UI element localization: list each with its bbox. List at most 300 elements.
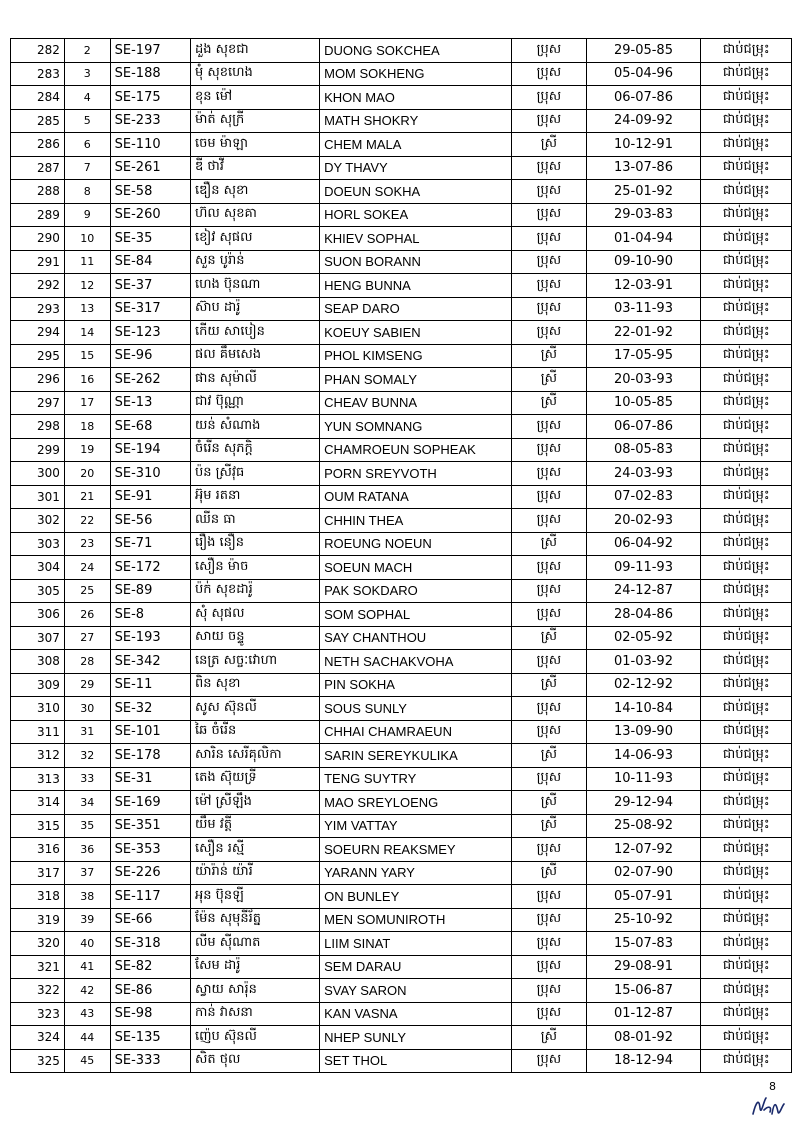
row-number-cell: 296 bbox=[11, 368, 65, 392]
candidate-code-cell: SE-86 bbox=[110, 979, 190, 1003]
initials-mark bbox=[750, 1092, 786, 1120]
sequence-number-cell: 33 bbox=[64, 767, 110, 791]
sequence-number-cell: 38 bbox=[64, 885, 110, 909]
latin-name-cell: NHEP SUNLY bbox=[320, 1026, 512, 1050]
result-status-cell: ជាប់ជម្រុះ bbox=[701, 885, 792, 909]
khmer-name-cell: ញ៉េប ស៊ុនលី bbox=[190, 1026, 319, 1050]
row-number-cell: 295 bbox=[11, 344, 65, 368]
sex-cell: ប្រុស bbox=[512, 485, 586, 509]
date-of-birth-cell: 29-05-85 bbox=[586, 39, 701, 63]
sex-cell: ស្រី bbox=[512, 1026, 586, 1050]
latin-name-cell: PIN SOKHA bbox=[320, 673, 512, 697]
latin-name-cell: YIM VATTAY bbox=[320, 814, 512, 838]
table-row bbox=[11, 626, 792, 650]
result-status-cell: ជាប់ជម្រុះ bbox=[701, 744, 792, 768]
khmer-name-cell: សែម ដារ៉ូ bbox=[190, 955, 319, 979]
sex-cell: ស្រី bbox=[512, 791, 586, 815]
sequence-number-cell: 20 bbox=[64, 462, 110, 486]
result-status-cell: ជាប់ជម្រុះ bbox=[701, 673, 792, 697]
row-number-cell: 315 bbox=[11, 814, 65, 838]
candidate-code-cell: SE-13 bbox=[110, 391, 190, 415]
row-number-cell: 307 bbox=[11, 626, 65, 650]
result-status-cell: ជាប់ជម្រុះ bbox=[701, 767, 792, 791]
sequence-number-cell: 26 bbox=[64, 603, 110, 627]
table-row bbox=[11, 1049, 792, 1073]
sex-cell: ស្រី bbox=[512, 744, 586, 768]
sequence-number-cell: 29 bbox=[64, 673, 110, 697]
date-of-birth-cell: 02-12-92 bbox=[586, 673, 701, 697]
table-row bbox=[11, 744, 792, 768]
result-status-cell: ជាប់ជម្រុះ bbox=[701, 626, 792, 650]
table-row bbox=[11, 227, 792, 251]
latin-name-cell: SET THOL bbox=[320, 1049, 512, 1073]
table-row bbox=[11, 767, 792, 791]
date-of-birth-cell: 13-07-86 bbox=[586, 156, 701, 180]
latin-name-cell: ON BUNLEY bbox=[320, 885, 512, 909]
latin-name-cell: KAN VASNA bbox=[320, 1002, 512, 1026]
khmer-name-cell: ខុន ម៉ៅ bbox=[190, 86, 319, 110]
sequence-number-cell: 39 bbox=[64, 908, 110, 932]
candidate-code-cell: SE-110 bbox=[110, 133, 190, 157]
date-of-birth-cell: 25-01-92 bbox=[586, 180, 701, 204]
result-status-cell: ជាប់ជម្រុះ bbox=[701, 344, 792, 368]
khmer-name-cell: ឌី ថាវី bbox=[190, 156, 319, 180]
candidate-code-cell: SE-351 bbox=[110, 814, 190, 838]
khmer-name-cell: ឆៃ ចំរើន bbox=[190, 720, 319, 744]
latin-name-cell: SVAY SARON bbox=[320, 979, 512, 1003]
khmer-name-cell: សុំ សុផល bbox=[190, 603, 319, 627]
sex-cell: ប្រុស bbox=[512, 109, 586, 133]
latin-name-cell: CHEAV BUNNA bbox=[320, 391, 512, 415]
table-row bbox=[11, 368, 792, 392]
sex-cell: ប្រុស bbox=[512, 1002, 586, 1026]
khmer-name-cell: សឿន ម៉ាច bbox=[190, 556, 319, 580]
date-of-birth-cell: 10-12-91 bbox=[586, 133, 701, 157]
sex-cell: ប្រុស bbox=[512, 885, 586, 909]
khmer-name-cell: ដួង សុខជា bbox=[190, 39, 319, 63]
table-row bbox=[11, 697, 792, 721]
row-number-cell: 298 bbox=[11, 415, 65, 439]
table-row bbox=[11, 156, 792, 180]
table-row bbox=[11, 321, 792, 345]
sequence-number-cell: 45 bbox=[64, 1049, 110, 1073]
result-status-cell: ជាប់ជម្រុះ bbox=[701, 415, 792, 439]
candidate-code-cell: SE-226 bbox=[110, 861, 190, 885]
row-number-cell: 289 bbox=[11, 203, 65, 227]
latin-name-cell: DUONG SOKCHEA bbox=[320, 39, 512, 63]
khmer-name-cell: ហ៊ល សុខគា bbox=[190, 203, 319, 227]
row-number-cell: 308 bbox=[11, 650, 65, 674]
row-number-cell: 300 bbox=[11, 462, 65, 486]
khmer-name-cell: លីម ស៊ីណាត bbox=[190, 932, 319, 956]
row-number-cell: 290 bbox=[11, 227, 65, 251]
khmer-name-cell: ពិន សុខា bbox=[190, 673, 319, 697]
result-status-cell: ជាប់ជម្រុះ bbox=[701, 274, 792, 298]
result-status-cell: ជាប់ជម្រុះ bbox=[701, 509, 792, 533]
table-row bbox=[11, 344, 792, 368]
table-row bbox=[11, 532, 792, 556]
sex-cell: ប្រុស bbox=[512, 908, 586, 932]
row-number-cell: 323 bbox=[11, 1002, 65, 1026]
result-status-cell: ជាប់ជម្រុះ bbox=[701, 603, 792, 627]
sequence-number-cell: 7 bbox=[64, 156, 110, 180]
sex-cell: ប្រុស bbox=[512, 156, 586, 180]
latin-name-cell: KHON MAO bbox=[320, 86, 512, 110]
candidate-code-cell: SE-71 bbox=[110, 532, 190, 556]
candidate-code-cell: SE-310 bbox=[110, 462, 190, 486]
sex-cell: ប្រុស bbox=[512, 697, 586, 721]
table-row bbox=[11, 861, 792, 885]
result-status-cell: ជាប់ជម្រុះ bbox=[701, 485, 792, 509]
result-status-cell: ជាប់ជម្រុះ bbox=[701, 720, 792, 744]
candidate-code-cell: SE-68 bbox=[110, 415, 190, 439]
date-of-birth-cell: 12-07-92 bbox=[586, 838, 701, 862]
khmer-name-cell: សឿន រស្មី bbox=[190, 838, 319, 862]
date-of-birth-cell: 20-02-93 bbox=[586, 509, 701, 533]
date-of-birth-cell: 01-03-92 bbox=[586, 650, 701, 674]
row-number-cell: 309 bbox=[11, 673, 65, 697]
row-number-cell: 321 bbox=[11, 955, 65, 979]
sex-cell: ប្រុស bbox=[512, 603, 586, 627]
sex-cell: ប្រុស bbox=[512, 579, 586, 603]
latin-name-cell: SOUS SUNLY bbox=[320, 697, 512, 721]
table-row bbox=[11, 885, 792, 909]
result-status-cell: ជាប់ជម្រុះ bbox=[701, 814, 792, 838]
latin-name-cell: MAO SREYLOENG bbox=[320, 791, 512, 815]
sex-cell: ប្រុស bbox=[512, 415, 586, 439]
sex-cell: ស្រី bbox=[512, 626, 586, 650]
sex-cell: ប្រុស bbox=[512, 274, 586, 298]
candidate-code-cell: SE-194 bbox=[110, 438, 190, 462]
table-row bbox=[11, 579, 792, 603]
khmer-name-cell: សារិន សេរីគុលិកា bbox=[190, 744, 319, 768]
result-status-cell: ជាប់ជម្រុះ bbox=[701, 697, 792, 721]
sequence-number-cell: 5 bbox=[64, 109, 110, 133]
khmer-name-cell: ឈីន ធា bbox=[190, 509, 319, 533]
khmer-name-cell: កើយ សាបៀន bbox=[190, 321, 319, 345]
latin-name-cell: SOEURN REAKSMEY bbox=[320, 838, 512, 862]
sex-cell: ស្រី bbox=[512, 814, 586, 838]
sex-cell: ប្រុស bbox=[512, 509, 586, 533]
date-of-birth-cell: 20-03-93 bbox=[586, 368, 701, 392]
row-number-cell: 305 bbox=[11, 579, 65, 603]
result-status-cell: ជាប់ជម្រុះ bbox=[701, 955, 792, 979]
candidate-code-cell: SE-123 bbox=[110, 321, 190, 345]
khmer-name-cell: ឌឿន សុខា bbox=[190, 180, 319, 204]
sequence-number-cell: 35 bbox=[64, 814, 110, 838]
khmer-name-cell: យឹម វត្តី bbox=[190, 814, 319, 838]
result-status-cell: ជាប់ជម្រុះ bbox=[701, 227, 792, 251]
latin-name-cell: MEN SOMUNIROTH bbox=[320, 908, 512, 932]
table-row bbox=[11, 86, 792, 110]
table-row bbox=[11, 603, 792, 627]
sex-cell: ប្រុស bbox=[512, 767, 586, 791]
table-row bbox=[11, 650, 792, 674]
result-status-cell: ជាប់ជម្រុះ bbox=[701, 391, 792, 415]
row-number-cell: 288 bbox=[11, 180, 65, 204]
khmer-name-cell: ចេម ម៉ាឡា bbox=[190, 133, 319, 157]
date-of-birth-cell: 24-09-92 bbox=[586, 109, 701, 133]
row-number-cell: 317 bbox=[11, 861, 65, 885]
row-number-cell: 297 bbox=[11, 391, 65, 415]
row-number-cell: 283 bbox=[11, 62, 65, 86]
candidate-code-cell: SE-135 bbox=[110, 1026, 190, 1050]
date-of-birth-cell: 02-07-90 bbox=[586, 861, 701, 885]
result-status-cell: ជាប់ជម្រុះ bbox=[701, 556, 792, 580]
date-of-birth-cell: 25-10-92 bbox=[586, 908, 701, 932]
sex-cell: ស្រី bbox=[512, 861, 586, 885]
candidate-code-cell: SE-96 bbox=[110, 344, 190, 368]
result-status-cell: ជាប់ជម្រុះ bbox=[701, 86, 792, 110]
sex-cell: ប្រុស bbox=[512, 556, 586, 580]
sex-cell: ស្រី bbox=[512, 368, 586, 392]
khmer-name-cell: មុំ សុខហេង bbox=[190, 62, 319, 86]
row-number-cell: 302 bbox=[11, 509, 65, 533]
row-number-cell: 294 bbox=[11, 321, 65, 345]
row-number-cell: 287 bbox=[11, 156, 65, 180]
date-of-birth-cell: 17-05-95 bbox=[586, 344, 701, 368]
date-of-birth-cell: 05-07-91 bbox=[586, 885, 701, 909]
table-row bbox=[11, 908, 792, 932]
row-number-cell: 299 bbox=[11, 438, 65, 462]
khmer-name-cell: សាយ ចន្ទូ bbox=[190, 626, 319, 650]
khmer-name-cell: អ៊ុម រតនា bbox=[190, 485, 319, 509]
sequence-number-cell: 43 bbox=[64, 1002, 110, 1026]
khmer-name-cell: យន់ សំណាង bbox=[190, 415, 319, 439]
sex-cell: ប្រុស bbox=[512, 86, 586, 110]
sex-cell: ប្រុស bbox=[512, 321, 586, 345]
table-row bbox=[11, 62, 792, 86]
date-of-birth-cell: 29-03-83 bbox=[586, 203, 701, 227]
candidate-code-cell: SE-84 bbox=[110, 250, 190, 274]
date-of-birth-cell: 12-03-91 bbox=[586, 274, 701, 298]
latin-name-cell: SOEUN MACH bbox=[320, 556, 512, 580]
candidate-code-cell: SE-35 bbox=[110, 227, 190, 251]
row-number-cell: 322 bbox=[11, 979, 65, 1003]
date-of-birth-cell: 28-04-86 bbox=[586, 603, 701, 627]
row-number-cell: 314 bbox=[11, 791, 65, 815]
khmer-name-cell: រឿង នឿន bbox=[190, 532, 319, 556]
latin-name-cell: CHAMROEUN SOPHEAK bbox=[320, 438, 512, 462]
result-status-cell: ជាប់ជម្រុះ bbox=[701, 438, 792, 462]
khmer-name-cell: ម៉ាត់ សុក្រី bbox=[190, 109, 319, 133]
result-status-cell: ជាប់ជម្រុះ bbox=[701, 791, 792, 815]
result-status-cell: ជាប់ជម្រុះ bbox=[701, 156, 792, 180]
table-row bbox=[11, 274, 792, 298]
latin-name-cell: CHEM MALA bbox=[320, 133, 512, 157]
khmer-name-cell: ប៉ក់ សុខដារ៉ូ bbox=[190, 579, 319, 603]
table-row bbox=[11, 556, 792, 580]
row-number-cell: 301 bbox=[11, 485, 65, 509]
table-row bbox=[11, 1002, 792, 1026]
row-number-cell: 311 bbox=[11, 720, 65, 744]
khmer-name-cell: ម៉ៅ ស្រីឡឹង bbox=[190, 791, 319, 815]
khmer-name-cell: អុន ប៊ុនឡី bbox=[190, 885, 319, 909]
latin-name-cell: TENG SUYTRY bbox=[320, 767, 512, 791]
row-number-cell: 284 bbox=[11, 86, 65, 110]
candidate-code-cell: SE-117 bbox=[110, 885, 190, 909]
row-number-cell: 304 bbox=[11, 556, 65, 580]
row-number-cell: 324 bbox=[11, 1026, 65, 1050]
latin-name-cell: HORL SOKEA bbox=[320, 203, 512, 227]
candidate-code-cell: SE-56 bbox=[110, 509, 190, 533]
result-status-cell: ជាប់ជម្រុះ bbox=[701, 1026, 792, 1050]
candidate-code-cell: SE-342 bbox=[110, 650, 190, 674]
khmer-name-cell: ហេង ប៊ុនណា bbox=[190, 274, 319, 298]
row-number-cell: 310 bbox=[11, 697, 65, 721]
results-table bbox=[10, 38, 792, 1073]
date-of-birth-cell: 05-04-96 bbox=[586, 62, 701, 86]
sex-cell: ប្រុស bbox=[512, 250, 586, 274]
date-of-birth-cell: 01-04-94 bbox=[586, 227, 701, 251]
date-of-birth-cell: 01-12-87 bbox=[586, 1002, 701, 1026]
table-row bbox=[11, 814, 792, 838]
latin-name-cell: DY THAVY bbox=[320, 156, 512, 180]
sex-cell: ប្រុស bbox=[512, 932, 586, 956]
row-number-cell: 319 bbox=[11, 908, 65, 932]
result-status-cell: ជាប់ជម្រុះ bbox=[701, 532, 792, 556]
result-status-cell: ជាប់ជម្រុះ bbox=[701, 368, 792, 392]
latin-name-cell: MOM SOKHENG bbox=[320, 62, 512, 86]
sequence-number-cell: 16 bbox=[64, 368, 110, 392]
candidate-code-cell: SE-197 bbox=[110, 39, 190, 63]
sequence-number-cell: 13 bbox=[64, 297, 110, 321]
sequence-number-cell: 11 bbox=[64, 250, 110, 274]
latin-name-cell: SEAP DARO bbox=[320, 297, 512, 321]
result-status-cell: ជាប់ជម្រុះ bbox=[701, 250, 792, 274]
sequence-number-cell: 22 bbox=[64, 509, 110, 533]
table-row bbox=[11, 673, 792, 697]
candidate-code-cell: SE-353 bbox=[110, 838, 190, 862]
date-of-birth-cell: 24-03-93 bbox=[586, 462, 701, 486]
sequence-number-cell: 3 bbox=[64, 62, 110, 86]
table-row bbox=[11, 462, 792, 486]
candidate-code-cell: SE-169 bbox=[110, 791, 190, 815]
date-of-birth-cell: 02-05-92 bbox=[586, 626, 701, 650]
sequence-number-cell: 14 bbox=[64, 321, 110, 345]
result-status-cell: ជាប់ជម្រុះ bbox=[701, 62, 792, 86]
sequence-number-cell: 10 bbox=[64, 227, 110, 251]
table-row bbox=[11, 1026, 792, 1050]
row-number-cell: 325 bbox=[11, 1049, 65, 1073]
date-of-birth-cell: 10-11-93 bbox=[586, 767, 701, 791]
result-status-cell: ជាប់ជម្រុះ bbox=[701, 1049, 792, 1073]
sex-cell: ប្រុស bbox=[512, 39, 586, 63]
latin-name-cell: CHHAI CHAMRAEUN bbox=[320, 720, 512, 744]
table-row bbox=[11, 391, 792, 415]
row-number-cell: 320 bbox=[11, 932, 65, 956]
date-of-birth-cell: 06-07-86 bbox=[586, 415, 701, 439]
latin-name-cell: LIIM SINAT bbox=[320, 932, 512, 956]
date-of-birth-cell: 08-01-92 bbox=[586, 1026, 701, 1050]
sequence-number-cell: 8 bbox=[64, 180, 110, 204]
sex-cell: ប្រុស bbox=[512, 1049, 586, 1073]
khmer-name-cell: ផល គឹមសេង bbox=[190, 344, 319, 368]
latin-name-cell: PAK SOKDARO bbox=[320, 579, 512, 603]
date-of-birth-cell: 06-07-86 bbox=[586, 86, 701, 110]
latin-name-cell: HENG BUNNA bbox=[320, 274, 512, 298]
latin-name-cell: SEM DARAU bbox=[320, 955, 512, 979]
result-status-cell: ជាប់ជម្រុះ bbox=[701, 109, 792, 133]
sequence-number-cell: 6 bbox=[64, 133, 110, 157]
sex-cell: ប្រុស bbox=[512, 838, 586, 862]
date-of-birth-cell: 29-12-94 bbox=[586, 791, 701, 815]
latin-name-cell: SAY CHANTHOU bbox=[320, 626, 512, 650]
result-status-cell: ជាប់ជម្រុះ bbox=[701, 203, 792, 227]
sequence-number-cell: 4 bbox=[64, 86, 110, 110]
candidate-code-cell: SE-260 bbox=[110, 203, 190, 227]
latin-name-cell: PHOL KIMSENG bbox=[320, 344, 512, 368]
sex-cell: ប្រុស bbox=[512, 62, 586, 86]
khmer-name-cell: សិត ថុល bbox=[190, 1049, 319, 1073]
result-status-cell: ជាប់ជម្រុះ bbox=[701, 297, 792, 321]
sex-cell: ប្រុស bbox=[512, 650, 586, 674]
sequence-number-cell: 30 bbox=[64, 697, 110, 721]
sex-cell: ស្រី bbox=[512, 133, 586, 157]
latin-name-cell: OUM RATANA bbox=[320, 485, 512, 509]
result-status-cell: ជាប់ជម្រុះ bbox=[701, 932, 792, 956]
latin-name-cell: YARANN YARY bbox=[320, 861, 512, 885]
latin-name-cell: SARIN SEREYKULIKA bbox=[320, 744, 512, 768]
sequence-number-cell: 9 bbox=[64, 203, 110, 227]
date-of-birth-cell: 15-06-87 bbox=[586, 979, 701, 1003]
sequence-number-cell: 19 bbox=[64, 438, 110, 462]
row-number-cell: 293 bbox=[11, 297, 65, 321]
khmer-name-cell: ប៉ន ស្រីវុធ bbox=[190, 462, 319, 486]
date-of-birth-cell: 14-10-84 bbox=[586, 697, 701, 721]
sex-cell: ប្រុស bbox=[512, 227, 586, 251]
result-status-cell: ជាប់ជម្រុះ bbox=[701, 133, 792, 157]
result-status-cell: ជាប់ជម្រុះ bbox=[701, 838, 792, 862]
sex-cell: ប្រុស bbox=[512, 180, 586, 204]
sequence-number-cell: 41 bbox=[64, 955, 110, 979]
khmer-name-cell: ជាវ ប៊ុណ្ណា bbox=[190, 391, 319, 415]
table-row bbox=[11, 180, 792, 204]
candidate-code-cell: SE-11 bbox=[110, 673, 190, 697]
result-status-cell: ជាប់ជម្រុះ bbox=[701, 462, 792, 486]
latin-name-cell: CHHIN THEA bbox=[320, 509, 512, 533]
table-row bbox=[11, 720, 792, 744]
table-row bbox=[11, 485, 792, 509]
table-row bbox=[11, 438, 792, 462]
candidate-code-cell: SE-89 bbox=[110, 579, 190, 603]
sex-cell: ស្រី bbox=[512, 344, 586, 368]
sequence-number-cell: 18 bbox=[64, 415, 110, 439]
candidate-code-cell: SE-82 bbox=[110, 955, 190, 979]
table-row bbox=[11, 39, 792, 63]
candidate-code-cell: SE-233 bbox=[110, 109, 190, 133]
row-number-cell: 313 bbox=[11, 767, 65, 791]
table-row bbox=[11, 109, 792, 133]
sequence-number-cell: 28 bbox=[64, 650, 110, 674]
candidate-code-cell: SE-58 bbox=[110, 180, 190, 204]
latin-name-cell: KHIEV SOPHAL bbox=[320, 227, 512, 251]
result-status-cell: ជាប់ជម្រុះ bbox=[701, 1002, 792, 1026]
date-of-birth-cell: 15-07-83 bbox=[586, 932, 701, 956]
candidate-code-cell: SE-66 bbox=[110, 908, 190, 932]
latin-name-cell: DOEUN SOKHA bbox=[320, 180, 512, 204]
row-number-cell: 306 bbox=[11, 603, 65, 627]
latin-name-cell: MATH SHOKRY bbox=[320, 109, 512, 133]
khmer-name-cell: សូស ស៊ុនលី bbox=[190, 697, 319, 721]
sequence-number-cell: 25 bbox=[64, 579, 110, 603]
sequence-number-cell: 44 bbox=[64, 1026, 110, 1050]
candidate-code-cell: SE-261 bbox=[110, 156, 190, 180]
khmer-name-cell: ស្វាយ សារ៉ុន bbox=[190, 979, 319, 1003]
date-of-birth-cell: 24-12-87 bbox=[586, 579, 701, 603]
result-status-cell: ជាប់ជម្រុះ bbox=[701, 979, 792, 1003]
date-of-birth-cell: 10-05-85 bbox=[586, 391, 701, 415]
